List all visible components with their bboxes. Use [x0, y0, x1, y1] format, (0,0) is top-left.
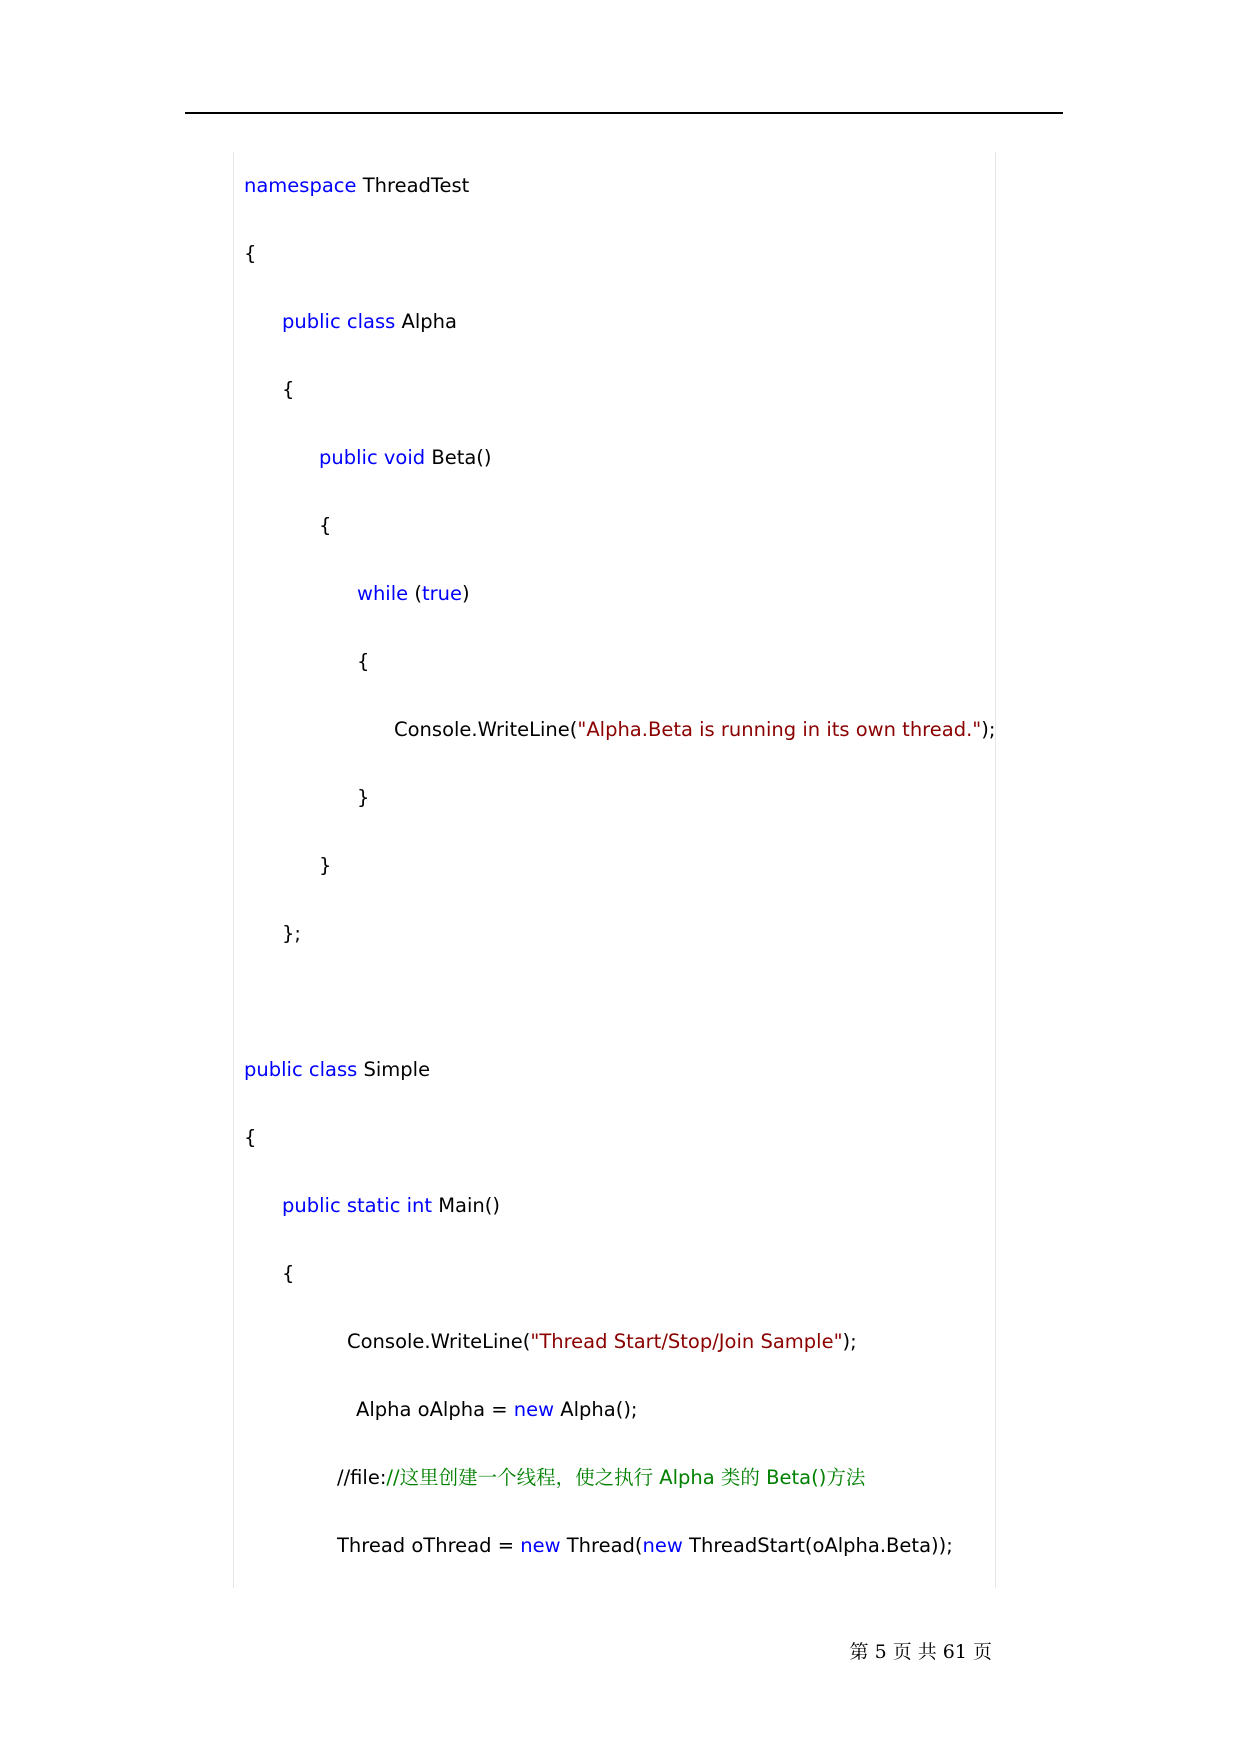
code-keyword: public static int	[282, 1194, 433, 1217]
code-text: {	[282, 1262, 295, 1285]
code-line	[357, 580, 470, 608]
code-comment: 这里创建一个线程，使之执行	[399, 1466, 654, 1489]
code-text: Alpha();	[554, 1398, 638, 1421]
code-text: Thread(	[560, 1534, 643, 1557]
code-text: (	[408, 582, 422, 605]
code-text: Alpha	[395, 310, 457, 333]
code-line	[319, 512, 331, 540]
header-rule	[185, 112, 1063, 114]
code-string: "Thread Start/Stop/Join Sample"	[530, 1330, 843, 1353]
code-line	[282, 376, 294, 404]
code-text: );	[981, 718, 996, 741]
code-keyword: public void	[319, 446, 426, 469]
code-line	[282, 920, 301, 948]
code-keyword: new	[513, 1398, 555, 1421]
code-line	[319, 852, 331, 880]
code-text: };	[282, 922, 301, 945]
code-text: {	[244, 242, 257, 265]
code-line	[337, 1464, 865, 1492]
code-text: }	[319, 854, 332, 877]
code-text: {	[244, 1126, 257, 1149]
code-line	[244, 1056, 430, 1084]
code-line	[244, 1124, 256, 1152]
code-text: Beta()	[425, 446, 492, 469]
code-text: //file:	[337, 1466, 387, 1489]
code-line	[357, 784, 369, 812]
code-text: ThreadStart(oAlpha.Beta));	[682, 1534, 953, 1557]
code-block	[233, 152, 996, 1588]
page-number-footer: 第 5 页 共 61 页	[849, 1641, 992, 1663]
code-text: );	[842, 1330, 857, 1353]
code-text: {	[357, 650, 370, 673]
code-line	[319, 444, 492, 472]
code-line	[347, 1328, 857, 1356]
code-keyword: while	[357, 582, 409, 605]
code-comment: 类的	[720, 1466, 760, 1489]
code-comment: //	[386, 1466, 400, 1489]
code-text: Console.WriteLine(	[347, 1330, 531, 1353]
code-line	[356, 1396, 638, 1424]
code-line	[282, 308, 457, 336]
code-text: {	[282, 378, 295, 401]
code-text: {	[319, 514, 332, 537]
code-string: "Alpha.Beta is running in its own thread."	[577, 718, 982, 741]
code-keyword: namespace	[244, 174, 357, 197]
code-text: Simple	[357, 1058, 431, 1081]
code-comment: Beta()	[759, 1466, 827, 1489]
code-text: Alpha oAlpha =	[356, 1398, 514, 1421]
code-keyword: public class	[244, 1058, 358, 1081]
code-line	[244, 172, 469, 200]
code-text: Thread oThread =	[337, 1534, 521, 1557]
code-line	[244, 240, 256, 268]
code-line	[394, 716, 995, 744]
code-text: }	[357, 786, 370, 809]
code-keyword: public class	[282, 310, 396, 333]
code-line	[282, 1192, 500, 1220]
code-keyword: true	[421, 582, 462, 605]
code-line	[337, 1532, 953, 1560]
code-comment: Alpha	[653, 1466, 721, 1489]
code-keyword: new	[520, 1534, 561, 1557]
code-comment: 方法	[826, 1466, 866, 1489]
code-text: Console.WriteLine(	[394, 718, 578, 741]
code-line	[357, 648, 369, 676]
code-line	[282, 1260, 294, 1288]
code-keyword: new	[642, 1534, 683, 1557]
code-text: ThreadTest	[356, 174, 470, 197]
code-text: Main()	[432, 1194, 500, 1217]
code-text: )	[461, 582, 470, 605]
